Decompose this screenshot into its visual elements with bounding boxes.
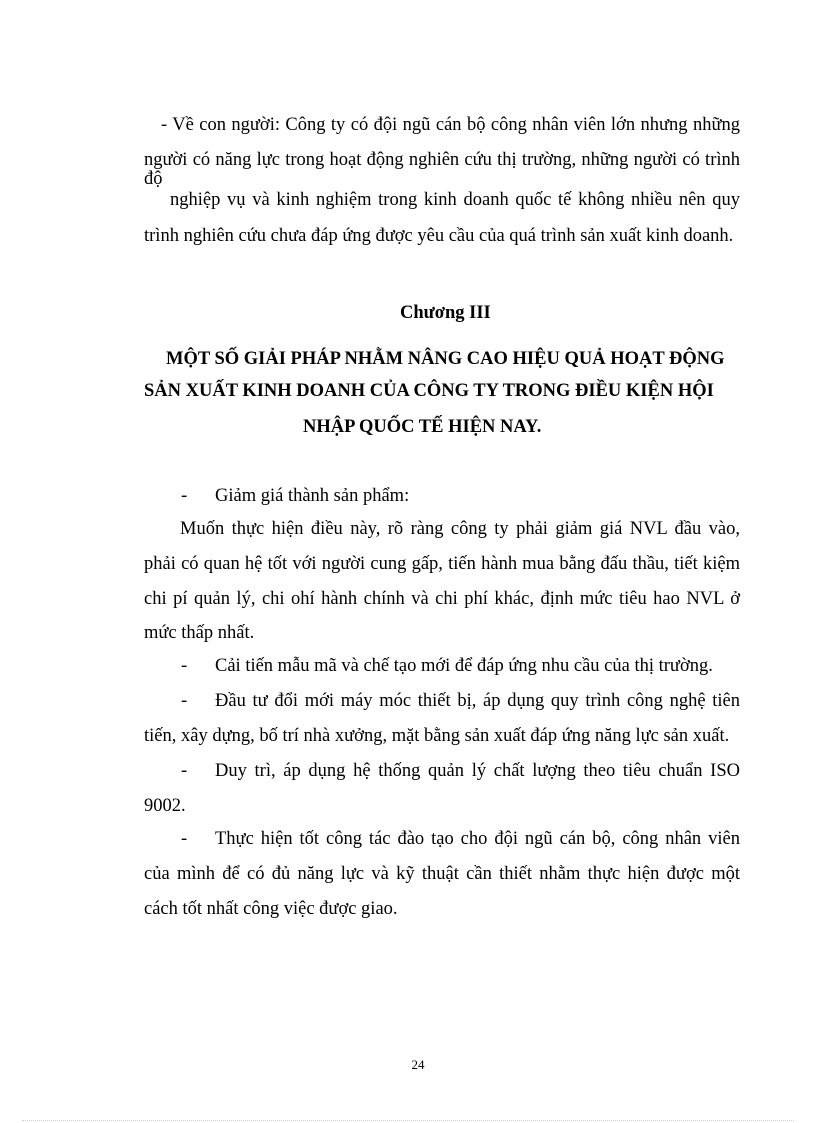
bullet-dash-3: -: [181, 691, 188, 711]
bullet-dash-4: -: [181, 761, 188, 781]
intro-line-1: - Về con người: Công ty có đội ngũ cán bộ công nhân viên lớn nhưng những: [161, 115, 740, 135]
chapter-title-line-3: NHẬP QUỐC TẾ HIỆN NAY.: [303, 417, 542, 437]
intro-line-4: trình nghiên cứu chưa đáp ứng được yêu cầu của quá trình sản xuất kinh doanh.: [144, 226, 734, 246]
page-number: 24: [411, 1057, 425, 1072]
bullet-dash-1: -: [181, 486, 188, 506]
chapter-title-line-2: SẢN XUẤT KINH DOANH CỦA CÔNG TY TRONG ĐIỀU KIỆN HỘI: [144, 381, 714, 401]
chapter-label: Chương III: [400, 303, 491, 323]
intro-line-3: nghiệp vụ và kinh nghiệm trong kinh doanh quốc tế không nhiều nên quy: [170, 190, 740, 210]
bullet-dash-2: -: [181, 656, 188, 676]
bullet-5-line-2: của mình để có đủ năng lực và kỹ thuật cần thiết nhằm thực hiện được một: [144, 864, 740, 884]
bullet-dash-5: -: [181, 829, 188, 849]
bullet-5-line-1: Thực hiện tốt công tác đào tạo cho đội ngũ cán bộ, công nhân viên: [215, 829, 740, 849]
bullet-3-line-1: Đầu tư đổi mới máy móc thiết bị, áp dụng quy trình công nghệ tiên: [215, 691, 740, 711]
bullet-1-para-line-2: phải có quan hệ tốt với người cung gấp, tiến hành mua bằng đấu thầu, tiết kiệm: [144, 554, 740, 574]
bullet-4-line-2: 9002.: [144, 796, 186, 816]
bullet-4-line-1: Duy trì, áp dụng hệ thống quản lý chất lượng theo tiêu chuẩn ISO: [215, 761, 740, 781]
bullet-1-para-line-1: Muốn thực hiện điều này, rõ ràng công ty phải giảm giá NVL đầu vào,: [180, 519, 740, 539]
bullet-2-text: Cải tiến mẫu mã và chế tạo mới để đáp ứng nhu cầu của thị trường.: [215, 656, 713, 676]
bullet-1-para-line-4: mức thấp nhất.: [144, 623, 255, 643]
chapter-title-line-1: MỘT SỐ GIẢI PHÁP NHẰM NÂNG CAO HIỆU QUẢ HOẠT ĐỘNG: [166, 349, 725, 369]
page-bottom-divider: [22, 1120, 794, 1121]
bullet-1-heading: Giảm giá thành sản phẩm:: [215, 486, 410, 506]
bullet-5-line-3: cách tốt nhất công việc được giao.: [144, 899, 398, 919]
bullet-3-line-2: tiến, xây dựng, bố trí nhà xưởng, mặt bằng sản xuất đáp ứng năng lực sản xuất.: [144, 726, 730, 746]
bullet-1-para-line-3: chi pí quản lý, chi ohí hành chính và chi phí khác, định mức tiêu hao NVL ở: [144, 589, 740, 609]
intro-line-2: người có năng lực trong hoạt động nghiên cứu thị trường, những người có trình độ: [144, 150, 740, 189]
